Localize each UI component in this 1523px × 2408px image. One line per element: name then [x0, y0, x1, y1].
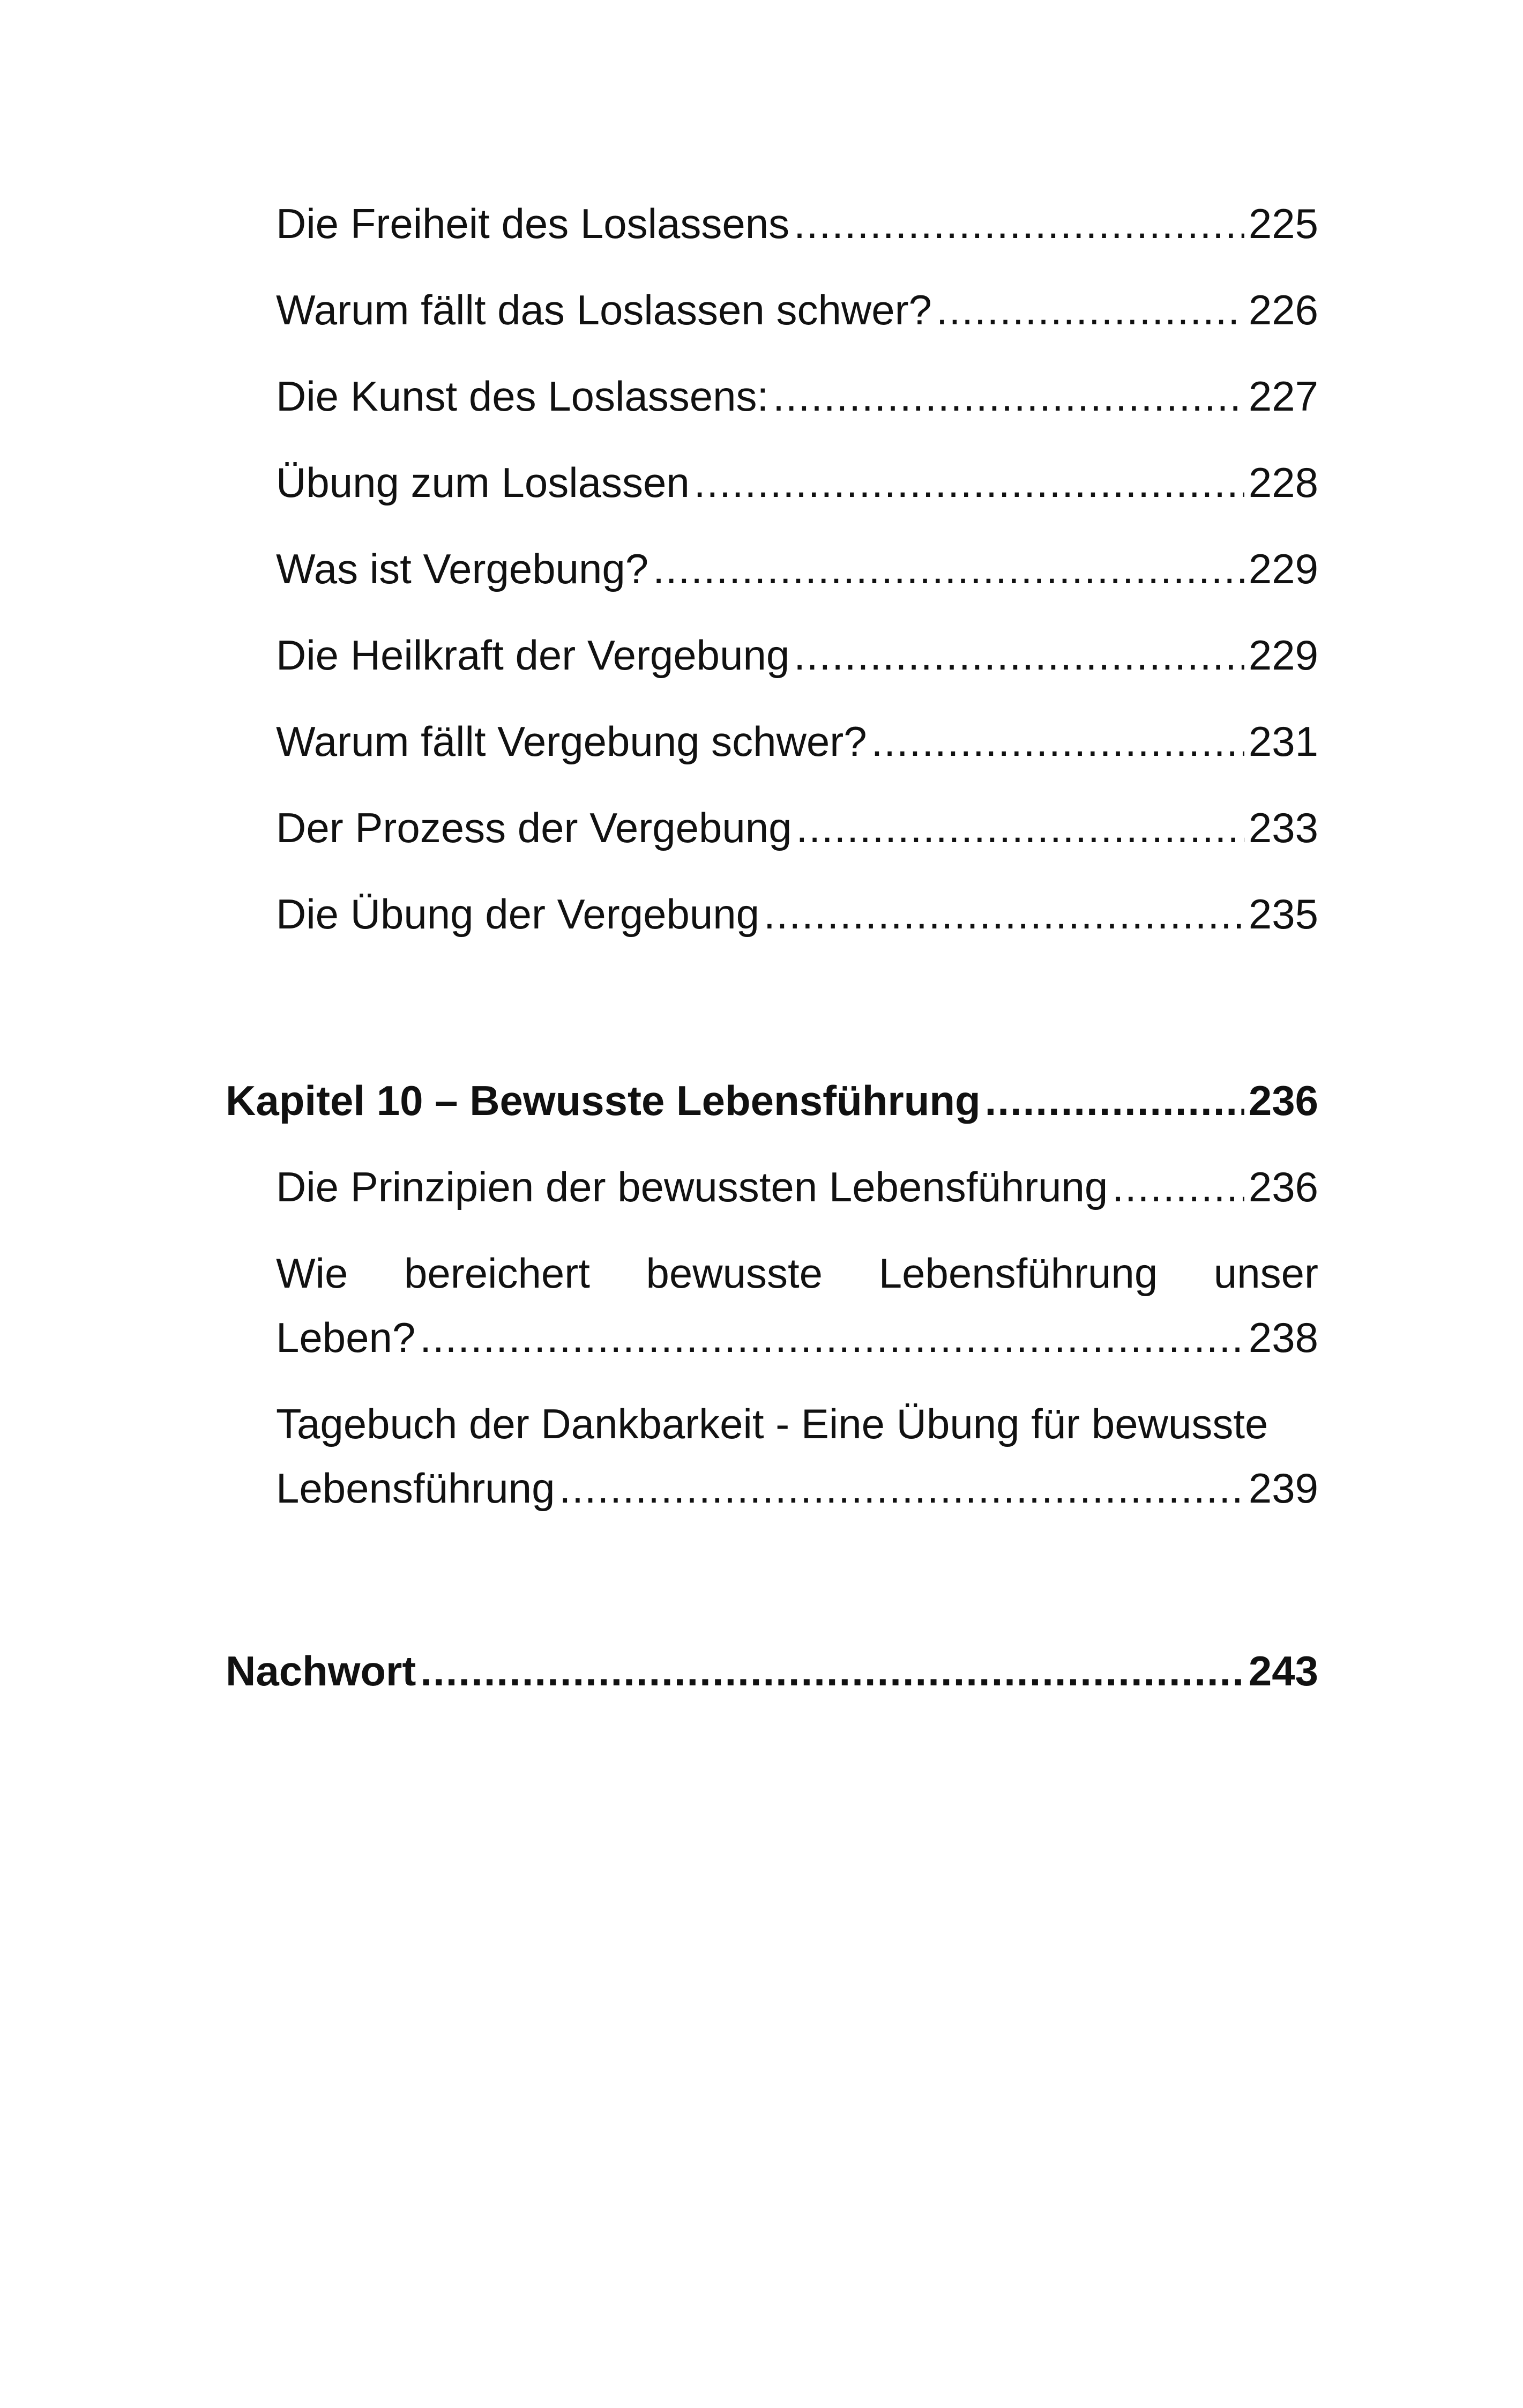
dot-leader — [794, 191, 1244, 256]
toc-entry-page: 235 — [1248, 890, 1318, 938]
toc-entry[interactable] — [276, 623, 1318, 687]
toc-entry[interactable] — [276, 537, 1318, 601]
toc-entry[interactable] — [276, 1241, 1318, 1370]
dot-leader — [559, 1456, 1244, 1520]
dot-leader — [1112, 1155, 1244, 1219]
toc-chapter-title: Kapitel 10 – Bewusste Lebensführung — [226, 1077, 981, 1124]
toc-entry[interactable] — [276, 1155, 1318, 1219]
dot-leader — [420, 1639, 1244, 1703]
dot-leader — [764, 882, 1244, 946]
toc-entry-page: 233 — [1248, 804, 1318, 851]
toc-entry-title-line — [276, 1305, 1318, 1370]
toc-entry-page: 238 — [1248, 1314, 1318, 1361]
toc-entry-title: Die Übung der Vergebung — [276, 890, 759, 938]
dot-leader — [936, 278, 1244, 342]
toc-entry[interactable] — [276, 191, 1318, 256]
toc-entry-page: 226 — [1248, 286, 1318, 333]
toc-entry[interactable] — [276, 364, 1318, 428]
toc-entry-page: 231 — [1248, 718, 1318, 765]
toc-entry-word: bereichert — [404, 1250, 590, 1297]
dot-leader — [871, 709, 1244, 774]
dot-leader — [796, 796, 1244, 860]
toc-chapter-heading[interactable] — [226, 1068, 1318, 1133]
toc-entry-page: 225 — [1248, 200, 1318, 247]
dot-leader — [694, 450, 1244, 515]
toc-entry-title: Lebensführung — [276, 1465, 555, 1512]
toc-chapter-page: 236 — [1248, 1077, 1318, 1124]
toc-entry[interactable] — [276, 796, 1318, 860]
dot-leader — [794, 623, 1244, 687]
toc-entry-word: bewusste — [646, 1250, 823, 1297]
toc-entry-page: 227 — [1248, 373, 1318, 420]
toc-entry-title: Übung zum Loslassen — [276, 459, 690, 506]
toc-entry-title: Die Kunst des Loslassens: — [276, 373, 769, 420]
toc-entry[interactable] — [276, 882, 1318, 946]
toc-entry-page: 236 — [1248, 1163, 1318, 1210]
toc-entry-page: 229 — [1248, 545, 1318, 592]
dot-leader — [985, 1068, 1244, 1133]
toc-entry-title: Tagebuch der Dankbarkeit - Eine Übung für bewusste — [276, 1400, 1268, 1447]
toc-entry-title: Warum fällt Vergebung schwer? — [276, 718, 867, 765]
dot-leader — [773, 364, 1244, 428]
toc-entry[interactable] — [276, 709, 1318, 774]
toc-entry-title-line — [276, 1392, 1318, 1456]
toc-entry-page: 229 — [1248, 631, 1318, 679]
toc-entry-title: Was ist Vergebung? — [276, 545, 649, 592]
toc-entry-title: Der Prozess der Vergebung — [276, 804, 792, 851]
toc-chapter-page: 243 — [1248, 1647, 1318, 1694]
toc-entry-title: Warum fällt das Loslassen schwer? — [276, 286, 932, 333]
toc-entry[interactable] — [276, 278, 1318, 342]
toc-entry-word: Wie — [276, 1250, 348, 1297]
dot-leader — [653, 537, 1244, 601]
toc-entry[interactable] — [276, 1392, 1318, 1520]
toc-chapter-title: Nachwort — [226, 1647, 416, 1694]
toc-entry-title: Die Prinzipien der bewussten Lebensführung — [276, 1163, 1108, 1210]
toc-entry-title: Die Freiheit des Loslassens — [276, 200, 790, 247]
toc-entry-page: 239 — [1248, 1465, 1318, 1512]
dot-leader — [420, 1305, 1244, 1370]
toc-entry-title-line — [276, 1456, 1318, 1520]
toc-entry-word: Lebensführung — [878, 1250, 1158, 1297]
toc-nachwort-heading[interactable] — [226, 1639, 1318, 1703]
toc-entry-page: 228 — [1248, 459, 1318, 506]
toc-entry[interactable] — [276, 450, 1318, 515]
toc-entry-title-line — [276, 1241, 1318, 1305]
toc-entry-title: Die Heilkraft der Vergebung — [276, 631, 790, 679]
toc-entry-word: unser — [1213, 1250, 1318, 1297]
toc-entry-title: Leben? — [276, 1314, 416, 1361]
